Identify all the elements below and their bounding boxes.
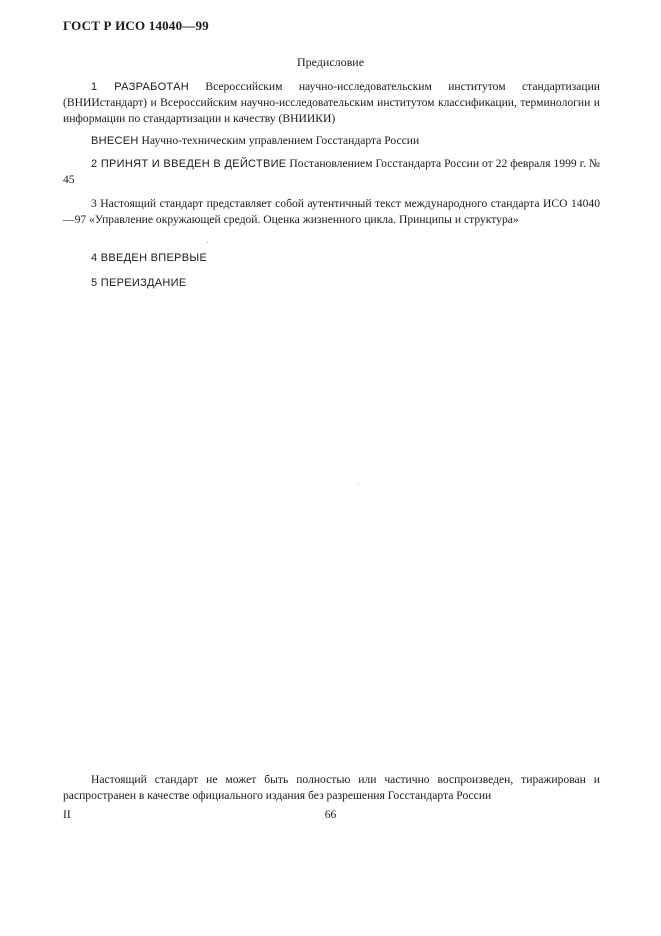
paragraph-adopted: [63, 156, 600, 188]
paragraph-developed-text: Всероссийским научно-исследовательским институтом стандартизации (ВНИИстандарт) и Всероссийским научно-исследовательским институтом классификации, терминологии и информации по стандартизации и качеству (ВНИИКИ): [63, 80, 600, 125]
paragraph-first-introduced: 4 ВВЕДЕН ВПЕРВЫЕ: [91, 252, 208, 264]
paragraph-developed: [63, 79, 600, 127]
preface-title: Предисловие: [296, 55, 365, 69]
paragraph-introduced: [63, 133, 600, 149]
page-number: 66: [324, 808, 337, 821]
paragraph-authentic-text: 3 Настоящий стандарт представляет собой аутентичный текст международного стандарта ИСО 14040—97 «Управление окружающей средой. Оценка жизненного цикла. Принципы и структура»: [63, 197, 600, 226]
scan-speck: [207, 242, 208, 243]
scan-speck: [358, 483, 359, 484]
paragraph-developed-lead: 1 РАЗРАБОТАН: [91, 81, 189, 93]
document-header: ГОСТ Р ИСО 14040—99: [63, 18, 209, 33]
paragraph-adopted-lead: 2 ПРИНЯТ И ВВЕДЕН В ДЕЙСТВИЕ: [91, 158, 287, 170]
paragraph-introduced-lead: ВНЕСЕН: [91, 135, 139, 147]
copyright-note: Настоящий стандарт не может быть полностью или частично воспроизведен, тиражирован и распространен в качестве официального издания без разрешения Госстандарта России: [63, 773, 600, 802]
paragraph-reissue: 5 ПЕРЕИЗДАНИЕ: [91, 277, 187, 289]
page-roman-numeral: II: [63, 808, 71, 821]
paragraph-introduced-text: Научно-техническим управлением Госстандарта России: [138, 134, 420, 147]
paragraph-adopted-text: Постановлением Госстандарта России от 22 февраля 1999 г. № 45: [63, 157, 600, 186]
